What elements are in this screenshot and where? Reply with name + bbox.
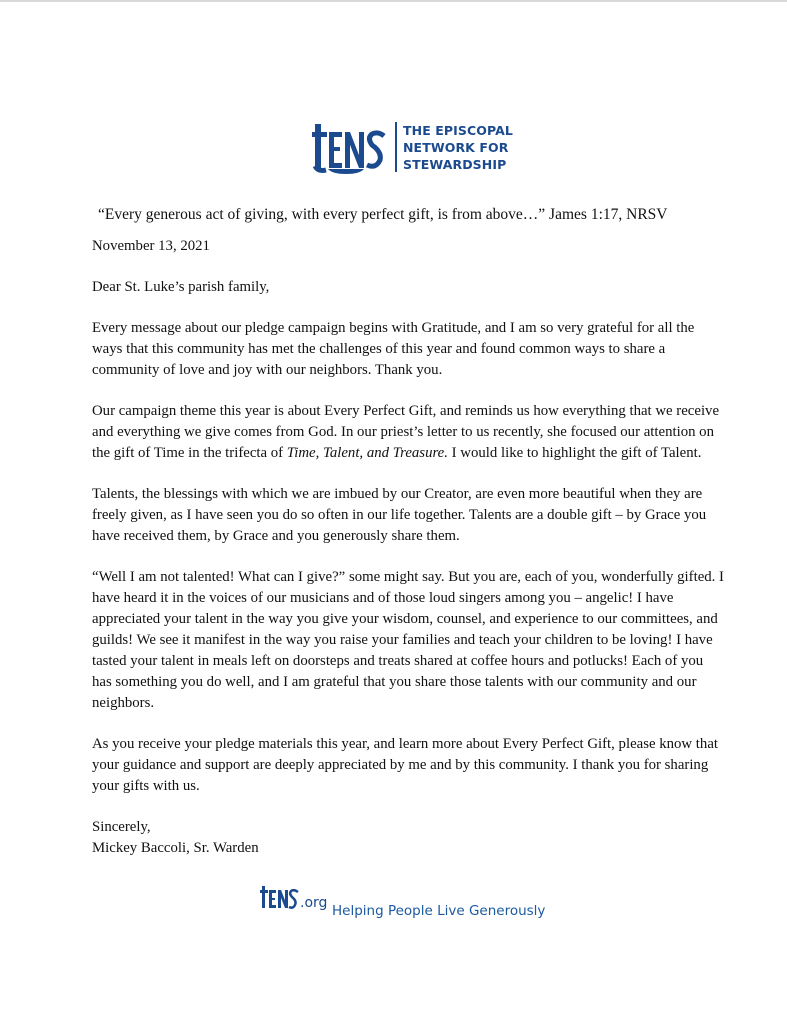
logo-line-3: STEWARDSHIP	[403, 157, 507, 172]
logo-divider	[395, 122, 397, 172]
logo-wordmark	[403, 122, 533, 173]
logo-line-1: THE EPISCOPAL	[403, 123, 513, 138]
paragraph-gratitude: Every message about our pledge campaign begins with Gratitude, and I am so very grateful for all the ways that this community has met the challenges of this year and found common ways to share a community of love and joy with our neighbors. Thank you.	[92, 320, 695, 378]
epigraph-quote: “Every generous act of giving, with every perfect gift, is from above…” James 1:17, NRSV	[98, 206, 668, 223]
footer-org-suffix: .org	[300, 895, 328, 911]
letter-body	[92, 204, 724, 879]
paragraph-campaign-theme-end: I would like to highlight the gift of Talent.	[447, 445, 702, 461]
tens-header-logo	[312, 122, 532, 174]
paragraph-gifted: “Well I am not talented! What can I give?” some might say. But you are, each of you, wonderfully gifted. I have heard it in the voices of our musicians and of those loud singers among you – angelic! I have appreciated your talent in the way you give your wisdom, counsel, and experience to our committees, and guilds! We see it manifest in the way you raise your families and teach your children to be loving! I have tasted your talent in meals left on doorsteps and treats shared at coffee hours and potlucks! Each of you has something you do well, and I am grateful that you share those talents with our community and our neighbors.	[92, 569, 724, 711]
footer	[260, 884, 560, 924]
tens-footer-logo-icon	[260, 884, 300, 914]
signature-name: Mickey Baccoli, Sr. Warden	[92, 840, 259, 856]
letter-date: November 13, 2021	[92, 238, 210, 254]
paragraph-campaign-theme	[92, 401, 724, 464]
page-top-edge	[0, 0, 787, 2]
tens-logo-icon	[312, 122, 390, 174]
footer-tagline: Helping People Live Generously	[332, 903, 546, 919]
logo-line-2: NETWORK FOR	[403, 140, 509, 155]
paragraph-campaign-theme-text: Our campaign theme this year is about Every Perfect Gift, and reminds us how everything that we receive and everything we give comes from God. In our priest’s letter to us recently, she focused our attention on the gift of Time in the trifecta of	[92, 403, 720, 461]
paragraph-pledge-materials: As you receive your pledge materials this year, and learn more about Every Perfect Gift, please know that your guidance and support are deeply appreciated by me and by this community. I thank you for sharing your gifts with us.	[92, 736, 718, 794]
closing: Sincerely,	[92, 819, 151, 835]
salutation: Dear St. Luke’s parish family,	[92, 279, 270, 295]
trifecta-italic: Time, Talent, and Treasure.	[286, 445, 448, 461]
paragraph-talents: Talents, the blessings with which we are imbued by our Creator, are even more beautiful when they are freely given, as I have seen you do so often in our life together. Talents are a double gift – by Grace you have received them, by Grace and you generously share them.	[92, 486, 707, 544]
